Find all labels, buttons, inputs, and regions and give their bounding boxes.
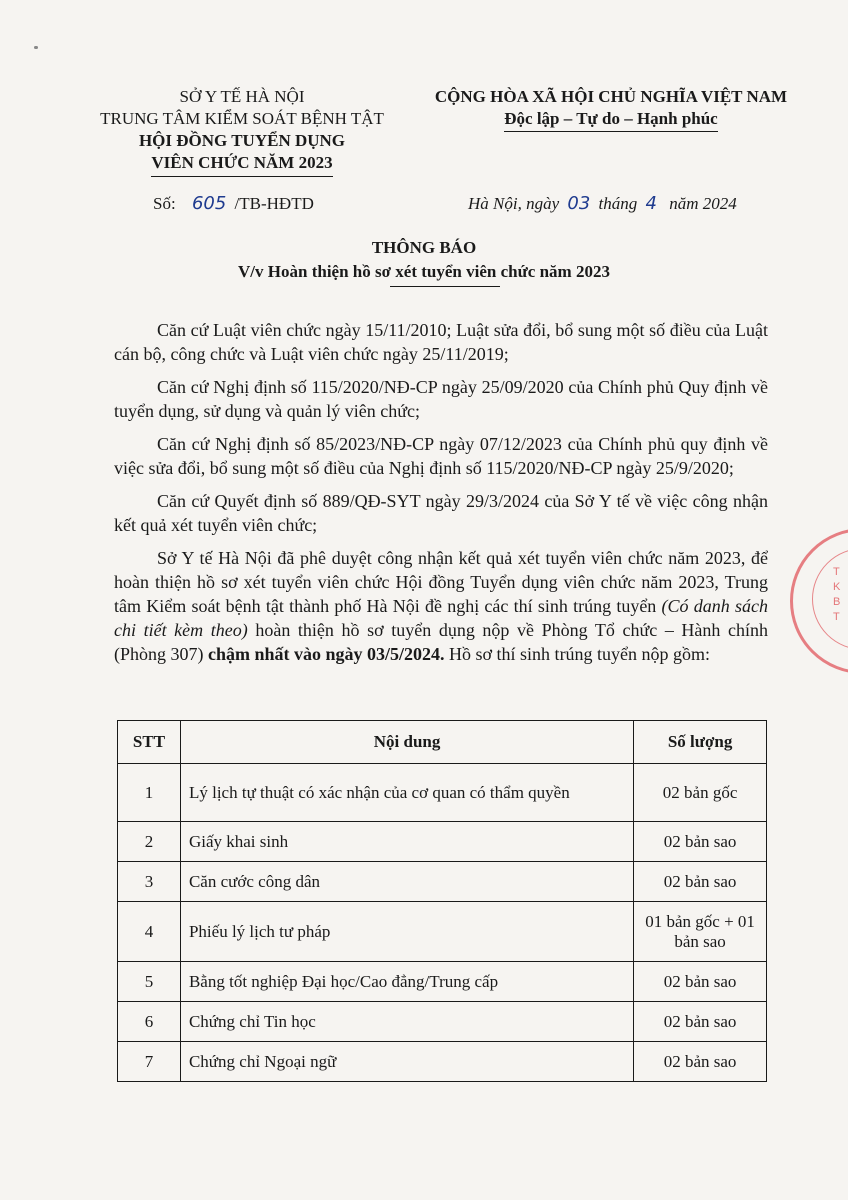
- row-stt: 5: [118, 962, 181, 1002]
- paragraph-2: Căn cứ Nghị định số 115/2020/NĐ-CP ngày 25/09/2020 của Chính phủ Quy định về tuyển dụng, sử dụng và quản lý viên chức;: [114, 377, 768, 421]
- row-stt: 2: [118, 822, 181, 862]
- issuer-line-1: SỞ Y TẾ HÀ NỘI: [179, 87, 305, 106]
- table-row: [118, 1002, 767, 1042]
- row-content: Căn cước công dân: [180, 862, 633, 902]
- seal-letter: B: [833, 596, 841, 608]
- title-main: THÔNG BÁO: [371, 238, 477, 257]
- national-motto: Độc lập – Tự do – Hạnh phúc: [504, 108, 717, 132]
- row-quantity: 02 bản gốc: [634, 764, 767, 822]
- scan-speck: [34, 46, 38, 49]
- paragraph-5-text-2: hoàn thiện hồ sơ tuyển dụng nộp về Phòng Tổ chức – Hành chính (Phòng 307): [114, 620, 768, 664]
- row-content: Phiếu lý lịch tư pháp: [180, 902, 633, 962]
- issuer-line-2: TRUNG TÂM KIỂM SOÁT BỆNH TẬT: [100, 109, 384, 128]
- row-content: Chứng chỉ Tin học: [180, 1002, 633, 1042]
- title-underline: [390, 286, 500, 287]
- row-quantity: 02 bản sao: [634, 822, 767, 862]
- date-prefix: Hà Nội, ngày: [468, 194, 560, 213]
- row-quantity: 02 bản sao: [634, 962, 767, 1002]
- row-content: Giấy khai sinh: [180, 822, 633, 862]
- ref-number-handwritten: 605: [191, 193, 227, 214]
- table-row: [118, 822, 767, 862]
- table-header-row: [118, 721, 767, 764]
- paragraph-5-italic: (Có danh sách chi tiết kèm theo): [114, 596, 768, 640]
- paragraph-3: Căn cứ Nghị định số 85/2023/NĐ-CP ngày 07/12/2023 của Chính phủ quy định về việc sửa đổi, bổ sung một số điều của Nghị định số 115/2020/NĐ-CP ngày 25/9/2020;: [114, 434, 768, 478]
- national-header: [424, 86, 798, 132]
- table-row: [118, 764, 767, 822]
- col-header-stt: STT: [118, 721, 181, 764]
- ref-suffix: /TB-HĐTD: [234, 194, 314, 213]
- issuer-line-4: VIÊN CHỨC NĂM 2023: [151, 152, 332, 177]
- row-stt: 1: [118, 764, 181, 822]
- document-title: [0, 236, 848, 284]
- row-content: Lý lịch tự thuật có xác nhận của cơ quan có thẩm quyền: [180, 764, 633, 822]
- row-stt: 6: [118, 1002, 181, 1042]
- document-date: [468, 193, 737, 214]
- row-quantity: 02 bản sao: [634, 1002, 767, 1042]
- table-row: [118, 962, 767, 1002]
- col-header-content: Nội dung: [180, 721, 633, 764]
- table-row: [118, 902, 767, 962]
- seal-letter: T: [833, 611, 840, 623]
- paragraph-1: Căn cứ Luật viên chức ngày 15/11/2010; Luật sửa đổi, bổ sung một số điều của Luật cán bộ, công chức và Luật viên chức ngày 25/11/2019;: [114, 320, 768, 364]
- national-title: CỘNG HÒA XÃ HỘI CHỦ NGHĨA VIỆT NAM: [434, 87, 788, 106]
- date-month-handwritten: 4: [645, 193, 657, 214]
- red-seal-lettering: [833, 565, 840, 625]
- document-body: [114, 318, 768, 675]
- seal-letter: K: [833, 581, 841, 593]
- row-quantity: 02 bản sao: [634, 862, 767, 902]
- issuer-header: [60, 86, 424, 177]
- table-row: [118, 1042, 767, 1082]
- row-stt: 7: [118, 1042, 181, 1082]
- date-year: năm 2024: [669, 194, 737, 213]
- row-quantity: 02 bản sao: [634, 1042, 767, 1082]
- document-number: [153, 193, 314, 214]
- table-row: [118, 862, 767, 902]
- seal-letter: T: [833, 566, 840, 578]
- paragraph-5-text-1: Sở Y tế Hà Nội đã phê duyệt công nhận kết quả xét tuyển viên chức năm 2023, để hoàn thiện hồ sơ xét tuyển viên chức Hội đồng Tuyển dụng viên chức năm 2023, Trung tâm Kiểm soát bệnh tật thành phố Hà Nội đề nghị các thí sinh trúng tuyển: [114, 548, 768, 616]
- issuer-line-3: HỘI ĐỒNG TUYỂN DỤNG: [138, 131, 346, 150]
- row-content: Bằng tốt nghiệp Đại học/Cao đẳng/Trung cấp: [180, 962, 633, 1002]
- paragraph-5: [114, 546, 768, 666]
- col-header-quantity: Số lượng: [634, 721, 767, 764]
- row-quantity: 01 bản gốc + 01 bản sao: [634, 902, 767, 962]
- documents-table: [117, 720, 767, 1082]
- row-content: Chứng chỉ Ngoại ngữ: [180, 1042, 633, 1082]
- ref-prefix: Số:: [153, 194, 176, 213]
- date-day-handwritten: 03: [567, 193, 591, 214]
- date-month-label: tháng: [598, 194, 638, 213]
- title-subject: V/v Hoàn thiện hồ sơ xét tuyển viên chức năm 2023: [238, 262, 610, 281]
- row-stt: 3: [118, 862, 181, 902]
- row-stt: 4: [118, 902, 181, 962]
- paragraph-4: Căn cứ Quyết định số 889/QĐ-SYT ngày 29/3/2024 của Sở Y tế về việc công nhận kết quả xét tuyển viên chức;: [114, 491, 768, 535]
- paragraph-5-deadline: chậm nhất vào ngày 03/5/2024.: [208, 644, 445, 664]
- paragraph-5-text-3: Hồ sơ thí sinh trúng tuyển nộp gồm:: [444, 644, 711, 664]
